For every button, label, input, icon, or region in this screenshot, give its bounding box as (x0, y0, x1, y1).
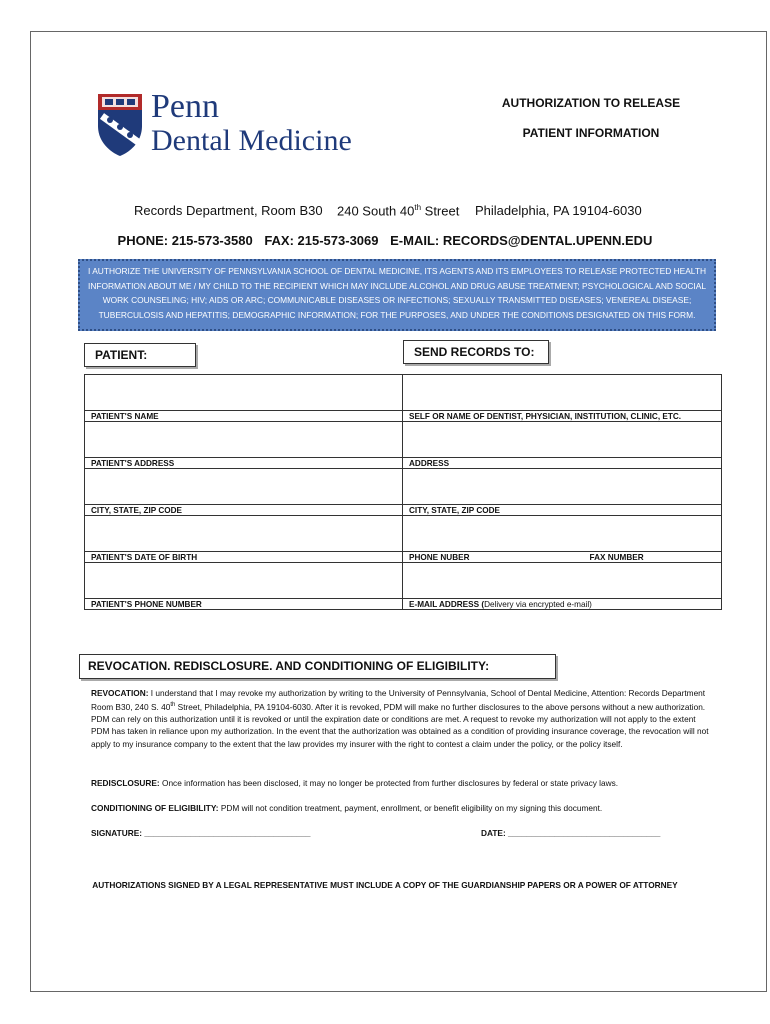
contact-email: E-MAIL: RECORDS@DENTAL.UPENN.EDU (390, 233, 653, 248)
address-department: Records Department, Room B30 (134, 203, 323, 218)
patient-address-label: PATIENT'S ADDRESS (85, 458, 403, 469)
authorization-statement: I AUTHORIZE THE UNIVERSITY OF PENNSYLVANIA SCHOOL OF DENTAL MEDICINE, ITS AGENTS AND ITS EMPLOYEES TO RELEASE PROTECTED HEALTH INFORMATION ABOUT ME / MY CHILD TO THE RECIPIENT WHICH MAY INCLUDE ALCOHOL AND DRUG ABUSE TREATMENT; PSYCHOLOGICAL AND SOCIAL WORK COUNSELING; HIV; AIDS OR ARC; COMMUNICABLE DISEASES OR INFECTIONS; SEXUALLY TRANSMITTED DISEASES; VENEREAL DISEASE; TUBERCULOSIS AND HEPATITIS; DEMOGRAPHIC INFORMATION; FOR THE PURPOSES, AND UNDER THE CONDITIONS DESIGNATED ON THIS FORM. (78, 259, 716, 331)
patient-address-input[interactable] (85, 422, 403, 458)
recipient-email-input[interactable] (403, 563, 722, 599)
recipient-address-input[interactable] (403, 422, 722, 458)
signature-field[interactable]: SIGNATURE: ____________________________________ (91, 828, 311, 838)
revocation-paragraph: REVOCATION: I understand that I may revoke my authorization by writing to the University of Pennsylvania, School of Dental Medicine, Attention: Records Department Room B30, 240 S. 40th Street, Philadelphia, PA 19104-6030. After it is revoked, PDM will make no further disclosures to the above persons without a new authorization. PDM can rely on this authorization until it is revoked or until the expiration date or conditions are met. A request to revoke my authorization will not apply to the extent PDM has taken in reliance upon my authorization. In the event that the authorization was obtained as a condition of providing insurance coverage, the revocation will not apply to my insurance company to the extent that the law provides my insurer with the right to contest a claim under the policy, or the policy itself. (91, 688, 709, 749)
conditioning-paragraph: CONDITIONING OF ELIGIBILITY: PDM will not condition treatment, payment, enrollment, or benefit eligibility on my signing this document. (91, 803, 603, 813)
penn-shield-icon (96, 92, 144, 158)
penn-dental-logo (96, 88, 386, 162)
logo-penn-text: Penn (151, 88, 219, 125)
patient-name-input[interactable] (85, 375, 403, 411)
recipient-address-label: ADDRESS (403, 458, 722, 469)
recipient-name-input[interactable] (403, 375, 722, 411)
date-field[interactable]: DATE: _________________________________ (481, 828, 661, 838)
logo-dental-text: Dental Medicine (151, 124, 352, 157)
patient-recipient-form (84, 374, 722, 610)
recipient-phone-label: PHONE NUBER (409, 552, 470, 562)
contact-line (0, 233, 770, 248)
address-street: 240 South 40th Street (337, 203, 460, 219)
redisclosure-paragraph: REDISCLOSURE: Once information has been disclosed, it may no longer be protected from further disclosures by federal or state privacy laws. (91, 778, 619, 788)
patient-dob-input[interactable] (85, 516, 403, 552)
recipient-name-label: SELF OR NAME OF DENTIST, PHYSICIAN, INSTITUTION, CLINIC, ETC. (403, 411, 722, 422)
send-records-section-label: SEND RECORDS TO: (403, 340, 549, 364)
form-subtitle: PATIENT INFORMATION (522, 126, 660, 140)
patient-phone-input[interactable] (85, 563, 403, 599)
patient-phone-label: PATIENT'S PHONE NUMBER (85, 599, 403, 610)
patient-city-label: CITY, STATE, ZIP CODE (85, 505, 403, 516)
recipient-phone-fax-label (403, 552, 722, 563)
patient-section-label: PATIENT: (84, 343, 196, 367)
recipient-city-input[interactable] (403, 469, 722, 505)
patient-name-label: PATIENT'S NAME (85, 411, 403, 422)
legal-representative-note: AUTHORIZATIONS SIGNED BY A LEGAL REPRESENTATIVE MUST INCLUDE A COPY OF THE GUARDIANSHIP PAPERS OR A POWER OF ATTORNEY (92, 880, 678, 890)
revocation-heading: REVOCATION. REDISCLOSURE. AND CONDITIONING OF ELIGIBILITY: (79, 654, 556, 679)
patient-dob-label: PATIENT'S DATE OF BIRTH (85, 552, 403, 563)
recipient-phone-fax-input[interactable] (403, 516, 722, 552)
contact-fax: FAX: 215-573-3069 (264, 233, 379, 248)
recipient-city-label: CITY, STATE, ZIP CODE (403, 505, 722, 516)
patient-city-input[interactable] (85, 469, 403, 505)
recipient-fax-label: FAX NUMBER (589, 552, 644, 562)
address-city: Philadelphia, PA 19104-6030 (475, 203, 642, 218)
recipient-email-label: E-MAIL ADDRESS (Delivery via encrypted e-mail) (403, 599, 722, 610)
contact-phone: PHONE: 215-573-3580 (117, 233, 253, 248)
form-title: AUTHORIZATION TO RELEASE (501, 96, 681, 110)
